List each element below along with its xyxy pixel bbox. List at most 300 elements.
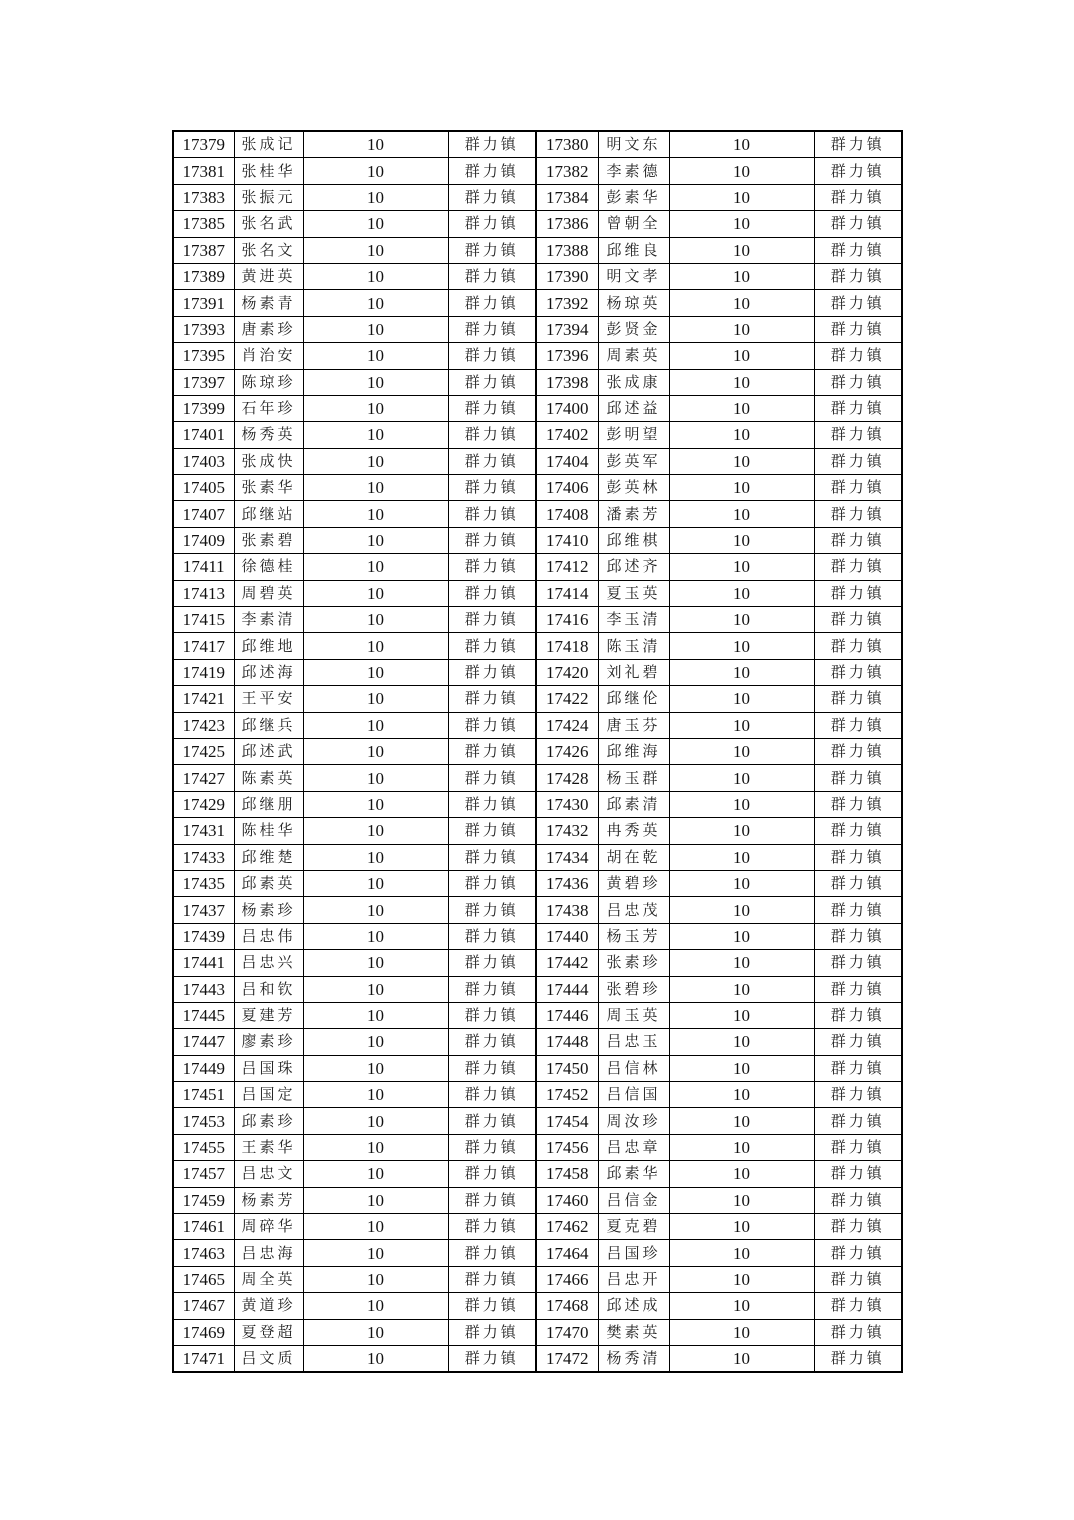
table-row	[173, 263, 902, 289]
right-amount-cell: 10	[669, 870, 814, 896]
table-row	[173, 1293, 902, 1319]
right-person-name-cell: 彭贤金	[598, 316, 669, 342]
right-amount-cell: 10	[669, 1002, 814, 1028]
right-amount-cell: 10	[669, 1055, 814, 1081]
right-town-cell: 群力镇	[814, 1161, 902, 1187]
right-record-id-cell: 17460	[536, 1187, 598, 1213]
left-town-cell: 群力镇	[448, 844, 536, 870]
left-person-name-cell: 夏建芳	[234, 1002, 303, 1028]
left-person-name-cell: 李素清	[234, 607, 303, 633]
left-person-name-cell: 邱素英	[234, 870, 303, 896]
left-person-name-cell: 邱维地	[234, 633, 303, 659]
right-amount-cell: 10	[669, 1214, 814, 1240]
right-town-cell: 群力镇	[814, 237, 902, 263]
right-person-name-cell: 曾朝全	[598, 211, 669, 237]
right-record-id-cell: 17412	[536, 554, 598, 580]
table-row	[173, 527, 902, 553]
left-amount-cell: 10	[303, 1108, 448, 1134]
left-amount-cell: 10	[303, 1134, 448, 1160]
left-town-cell: 群力镇	[448, 765, 536, 791]
right-person-name-cell: 邱维棋	[598, 527, 669, 553]
left-record-id-cell: 17415	[173, 607, 234, 633]
right-record-id-cell: 17392	[536, 290, 598, 316]
right-person-name-cell: 邱维良	[598, 237, 669, 263]
right-person-name-cell: 邱继伦	[598, 686, 669, 712]
left-record-id-cell: 17429	[173, 791, 234, 817]
left-person-name-cell: 吕国定	[234, 1082, 303, 1108]
table-row	[173, 290, 902, 316]
left-person-name-cell: 吕忠伟	[234, 923, 303, 949]
left-amount-cell: 10	[303, 870, 448, 896]
left-record-id-cell: 17453	[173, 1108, 234, 1134]
table-row	[173, 712, 902, 738]
table-row	[173, 422, 902, 448]
left-amount-cell: 10	[303, 554, 448, 580]
right-amount-cell: 10	[669, 290, 814, 316]
right-person-name-cell: 周素英	[598, 343, 669, 369]
right-person-name-cell: 樊素英	[598, 1319, 669, 1345]
left-amount-cell: 10	[303, 369, 448, 395]
right-town-cell: 群力镇	[814, 1266, 902, 1292]
right-amount-cell: 10	[669, 976, 814, 1002]
left-record-id-cell: 17399	[173, 395, 234, 421]
left-person-name-cell: 杨素珍	[234, 897, 303, 923]
right-record-id-cell: 17418	[536, 633, 598, 659]
left-town-cell: 群力镇	[448, 897, 536, 923]
left-person-name-cell: 肖治安	[234, 343, 303, 369]
right-town-cell: 群力镇	[814, 659, 902, 685]
right-person-name-cell: 明文孝	[598, 263, 669, 289]
right-record-id-cell: 17396	[536, 343, 598, 369]
left-town-cell: 群力镇	[448, 1293, 536, 1319]
right-amount-cell: 10	[669, 527, 814, 553]
right-town-cell: 群力镇	[814, 211, 902, 237]
left-person-name-cell: 吕忠文	[234, 1161, 303, 1187]
right-amount-cell: 10	[669, 554, 814, 580]
left-amount-cell: 10	[303, 765, 448, 791]
right-town-cell: 群力镇	[814, 607, 902, 633]
right-town-cell: 群力镇	[814, 1002, 902, 1028]
right-record-id-cell: 17406	[536, 475, 598, 501]
left-record-id-cell: 17439	[173, 923, 234, 949]
left-town-cell: 群力镇	[448, 1240, 536, 1266]
left-record-id-cell: 17425	[173, 738, 234, 764]
right-record-id-cell: 17390	[536, 263, 598, 289]
left-amount-cell: 10	[303, 1082, 448, 1108]
right-town-cell: 群力镇	[814, 818, 902, 844]
right-record-id-cell: 17382	[536, 158, 598, 184]
right-record-id-cell: 17456	[536, 1134, 598, 1160]
right-town-cell: 群力镇	[814, 1134, 902, 1160]
left-town-cell: 群力镇	[448, 316, 536, 342]
left-record-id-cell: 17441	[173, 950, 234, 976]
table-row	[173, 1108, 902, 1134]
left-town-cell: 群力镇	[448, 818, 536, 844]
left-town-cell: 群力镇	[448, 580, 536, 606]
left-town-cell: 群力镇	[448, 501, 536, 527]
right-amount-cell: 10	[669, 211, 814, 237]
left-record-id-cell: 17391	[173, 290, 234, 316]
right-town-cell: 群力镇	[814, 184, 902, 210]
right-amount-cell: 10	[669, 1134, 814, 1160]
table-row	[173, 131, 902, 158]
right-town-cell: 群力镇	[814, 1082, 902, 1108]
left-record-id-cell: 17411	[173, 554, 234, 580]
left-amount-cell: 10	[303, 448, 448, 474]
right-town-cell: 群力镇	[814, 712, 902, 738]
right-person-name-cell: 吕忠茂	[598, 897, 669, 923]
right-person-name-cell: 邱述成	[598, 1293, 669, 1319]
left-amount-cell: 10	[303, 659, 448, 685]
left-town-cell: 群力镇	[448, 923, 536, 949]
right-record-id-cell: 17454	[536, 1108, 598, 1134]
right-town-cell: 群力镇	[814, 1319, 902, 1345]
right-town-cell: 群力镇	[814, 923, 902, 949]
right-town-cell: 群力镇	[814, 976, 902, 1002]
table-row	[173, 633, 902, 659]
left-record-id-cell: 17469	[173, 1319, 234, 1345]
table-row	[173, 844, 902, 870]
right-amount-cell: 10	[669, 1240, 814, 1266]
left-amount-cell: 10	[303, 1002, 448, 1028]
right-record-id-cell: 17386	[536, 211, 598, 237]
left-person-name-cell: 陈琼珍	[234, 369, 303, 395]
left-amount-cell: 10	[303, 1319, 448, 1345]
right-record-id-cell: 17404	[536, 448, 598, 474]
right-amount-cell: 10	[669, 1108, 814, 1134]
right-person-name-cell: 张碧珍	[598, 976, 669, 1002]
right-amount-cell: 10	[669, 923, 814, 949]
right-record-id-cell: 17442	[536, 950, 598, 976]
left-person-name-cell: 邱继站	[234, 501, 303, 527]
right-town-cell: 群力镇	[814, 448, 902, 474]
right-person-name-cell: 冉秀英	[598, 818, 669, 844]
left-town-cell: 群力镇	[448, 263, 536, 289]
table-row	[173, 791, 902, 817]
left-record-id-cell: 17405	[173, 475, 234, 501]
right-record-id-cell: 17468	[536, 1293, 598, 1319]
right-person-name-cell: 李玉清	[598, 607, 669, 633]
left-person-name-cell: 周全英	[234, 1266, 303, 1292]
right-record-id-cell: 17430	[536, 791, 598, 817]
right-amount-cell: 10	[669, 316, 814, 342]
table-row	[173, 580, 902, 606]
right-person-name-cell: 邱述益	[598, 395, 669, 421]
right-town-cell: 群力镇	[814, 263, 902, 289]
left-amount-cell: 10	[303, 1345, 448, 1372]
right-amount-cell: 10	[669, 1029, 814, 1055]
left-person-name-cell: 吕和钦	[234, 976, 303, 1002]
left-record-id-cell: 17435	[173, 870, 234, 896]
left-person-name-cell: 周碎华	[234, 1214, 303, 1240]
right-amount-cell: 10	[669, 950, 814, 976]
left-amount-cell: 10	[303, 844, 448, 870]
left-record-id-cell: 17449	[173, 1055, 234, 1081]
right-record-id-cell: 17380	[536, 131, 598, 158]
left-town-cell: 群力镇	[448, 791, 536, 817]
left-person-name-cell: 邱素珍	[234, 1108, 303, 1134]
left-record-id-cell: 17451	[173, 1082, 234, 1108]
left-town-cell: 群力镇	[448, 211, 536, 237]
left-amount-cell: 10	[303, 1161, 448, 1187]
right-town-cell: 群力镇	[814, 290, 902, 316]
table-row	[173, 897, 902, 923]
right-town-cell: 群力镇	[814, 897, 902, 923]
left-person-name-cell: 黄进英	[234, 263, 303, 289]
table-row	[173, 1187, 902, 1213]
left-town-cell: 群力镇	[448, 1108, 536, 1134]
table-row	[173, 1002, 902, 1028]
table-row	[173, 316, 902, 342]
right-record-id-cell: 17436	[536, 870, 598, 896]
left-amount-cell: 10	[303, 791, 448, 817]
right-person-name-cell: 彭明望	[598, 422, 669, 448]
left-record-id-cell: 17471	[173, 1345, 234, 1372]
left-amount-cell: 10	[303, 897, 448, 923]
table-row	[173, 686, 902, 712]
right-amount-cell: 10	[669, 844, 814, 870]
left-town-cell: 群力镇	[448, 659, 536, 685]
left-town-cell: 群力镇	[448, 1134, 536, 1160]
left-record-id-cell: 17401	[173, 422, 234, 448]
left-town-cell: 群力镇	[448, 950, 536, 976]
left-amount-cell: 10	[303, 316, 448, 342]
right-record-id-cell: 17450	[536, 1055, 598, 1081]
left-amount-cell: 10	[303, 1214, 448, 1240]
right-record-id-cell: 17432	[536, 818, 598, 844]
right-town-cell: 群力镇	[814, 369, 902, 395]
right-amount-cell: 10	[669, 263, 814, 289]
left-amount-cell: 10	[303, 1029, 448, 1055]
left-amount-cell: 10	[303, 237, 448, 263]
right-amount-cell: 10	[669, 369, 814, 395]
left-town-cell: 群力镇	[448, 184, 536, 210]
roster-table	[172, 130, 903, 1373]
table-row	[173, 765, 902, 791]
right-record-id-cell: 17388	[536, 237, 598, 263]
left-record-id-cell: 17385	[173, 211, 234, 237]
left-amount-cell: 10	[303, 422, 448, 448]
table-row	[173, 1240, 902, 1266]
right-record-id-cell: 17426	[536, 738, 598, 764]
table-row	[173, 343, 902, 369]
table-row	[173, 738, 902, 764]
table-row	[173, 950, 902, 976]
left-record-id-cell: 17431	[173, 818, 234, 844]
left-town-cell: 群力镇	[448, 1161, 536, 1187]
left-record-id-cell: 17443	[173, 976, 234, 1002]
left-amount-cell: 10	[303, 131, 448, 158]
left-record-id-cell: 17403	[173, 448, 234, 474]
left-record-id-cell: 17447	[173, 1029, 234, 1055]
left-person-name-cell: 石年珍	[234, 395, 303, 421]
left-town-cell: 群力镇	[448, 554, 536, 580]
left-person-name-cell: 徐德桂	[234, 554, 303, 580]
left-town-cell: 群力镇	[448, 131, 536, 158]
left-person-name-cell: 陈桂华	[234, 818, 303, 844]
right-town-cell: 群力镇	[814, 475, 902, 501]
table-row	[173, 554, 902, 580]
right-record-id-cell: 17410	[536, 527, 598, 553]
right-person-name-cell: 吕忠玉	[598, 1029, 669, 1055]
left-person-name-cell: 邱述海	[234, 659, 303, 685]
table-row	[173, 1029, 902, 1055]
table-row	[173, 395, 902, 421]
table-row	[173, 369, 902, 395]
right-amount-cell: 10	[669, 501, 814, 527]
right-record-id-cell: 17408	[536, 501, 598, 527]
right-town-cell: 群力镇	[814, 1293, 902, 1319]
right-record-id-cell: 17440	[536, 923, 598, 949]
left-record-id-cell: 17455	[173, 1134, 234, 1160]
right-town-cell: 群力镇	[814, 738, 902, 764]
left-town-cell: 群力镇	[448, 1214, 536, 1240]
right-record-id-cell: 17414	[536, 580, 598, 606]
left-amount-cell: 10	[303, 1055, 448, 1081]
right-record-id-cell: 17384	[536, 184, 598, 210]
right-amount-cell: 10	[669, 237, 814, 263]
left-record-id-cell: 17417	[173, 633, 234, 659]
right-record-id-cell: 17444	[536, 976, 598, 1002]
left-amount-cell: 10	[303, 738, 448, 764]
right-town-cell: 群力镇	[814, 765, 902, 791]
right-amount-cell: 10	[669, 158, 814, 184]
left-town-cell: 群力镇	[448, 976, 536, 1002]
table-row	[173, 923, 902, 949]
right-person-name-cell: 胡在乾	[598, 844, 669, 870]
right-person-name-cell: 明文东	[598, 131, 669, 158]
right-record-id-cell: 17458	[536, 1161, 598, 1187]
left-record-id-cell: 17457	[173, 1161, 234, 1187]
right-amount-cell: 10	[669, 1293, 814, 1319]
right-amount-cell: 10	[669, 422, 814, 448]
left-amount-cell: 10	[303, 686, 448, 712]
left-record-id-cell: 17381	[173, 158, 234, 184]
left-record-id-cell: 17433	[173, 844, 234, 870]
left-amount-cell: 10	[303, 395, 448, 421]
left-person-name-cell: 张成快	[234, 448, 303, 474]
right-amount-cell: 10	[669, 1082, 814, 1108]
left-amount-cell: 10	[303, 263, 448, 289]
right-person-name-cell: 夏克碧	[598, 1214, 669, 1240]
left-amount-cell: 10	[303, 923, 448, 949]
left-amount-cell: 10	[303, 712, 448, 738]
left-town-cell: 群力镇	[448, 369, 536, 395]
right-person-name-cell: 吕忠章	[598, 1134, 669, 1160]
left-person-name-cell: 张振元	[234, 184, 303, 210]
left-amount-cell: 10	[303, 184, 448, 210]
left-person-name-cell: 杨素芳	[234, 1187, 303, 1213]
left-town-cell: 群力镇	[448, 395, 536, 421]
right-person-name-cell: 邱述齐	[598, 554, 669, 580]
right-record-id-cell: 17398	[536, 369, 598, 395]
left-record-id-cell: 17461	[173, 1214, 234, 1240]
right-person-name-cell: 邱素华	[598, 1161, 669, 1187]
right-person-name-cell: 周汝珍	[598, 1108, 669, 1134]
right-town-cell: 群力镇	[814, 844, 902, 870]
right-amount-cell: 10	[669, 1161, 814, 1187]
right-town-cell: 群力镇	[814, 501, 902, 527]
left-record-id-cell: 17387	[173, 237, 234, 263]
left-person-name-cell: 黄道珍	[234, 1293, 303, 1319]
right-person-name-cell: 吕国珍	[598, 1240, 669, 1266]
table-row	[173, 818, 902, 844]
right-record-id-cell: 17434	[536, 844, 598, 870]
right-amount-cell: 10	[669, 395, 814, 421]
left-record-id-cell: 17383	[173, 184, 234, 210]
right-person-name-cell: 邱维海	[598, 738, 669, 764]
right-person-name-cell: 邱素清	[598, 791, 669, 817]
right-town-cell: 群力镇	[814, 870, 902, 896]
left-person-name-cell: 张素华	[234, 475, 303, 501]
left-person-name-cell: 杨秀英	[234, 422, 303, 448]
right-amount-cell: 10	[669, 897, 814, 923]
left-record-id-cell: 17427	[173, 765, 234, 791]
right-amount-cell: 10	[669, 184, 814, 210]
right-person-name-cell: 刘礼碧	[598, 659, 669, 685]
right-town-cell: 群力镇	[814, 1345, 902, 1372]
left-amount-cell: 10	[303, 950, 448, 976]
left-town-cell: 群力镇	[448, 1266, 536, 1292]
right-town-cell: 群力镇	[814, 686, 902, 712]
right-record-id-cell: 17422	[536, 686, 598, 712]
left-town-cell: 群力镇	[448, 527, 536, 553]
right-town-cell: 群力镇	[814, 1029, 902, 1055]
left-record-id-cell: 17393	[173, 316, 234, 342]
table-row	[173, 870, 902, 896]
left-person-name-cell: 张名武	[234, 211, 303, 237]
table-row	[173, 501, 902, 527]
left-person-name-cell: 邱维楚	[234, 844, 303, 870]
left-amount-cell: 10	[303, 1240, 448, 1266]
left-amount-cell: 10	[303, 1187, 448, 1213]
left-person-name-cell: 吕国珠	[234, 1055, 303, 1081]
right-person-name-cell: 周玉英	[598, 1002, 669, 1028]
left-record-id-cell: 17379	[173, 131, 234, 158]
right-person-name-cell: 潘素芳	[598, 501, 669, 527]
right-record-id-cell: 17464	[536, 1240, 598, 1266]
left-record-id-cell: 17397	[173, 369, 234, 395]
right-person-name-cell: 张成康	[598, 369, 669, 395]
left-record-id-cell: 17463	[173, 1240, 234, 1266]
right-record-id-cell: 17428	[536, 765, 598, 791]
left-person-name-cell: 唐素珍	[234, 316, 303, 342]
right-amount-cell: 10	[669, 131, 814, 158]
right-town-cell: 群力镇	[814, 1240, 902, 1266]
right-amount-cell: 10	[669, 1266, 814, 1292]
left-town-cell: 群力镇	[448, 475, 536, 501]
left-record-id-cell: 17437	[173, 897, 234, 923]
right-town-cell: 群力镇	[814, 1055, 902, 1081]
right-person-name-cell: 彭英军	[598, 448, 669, 474]
right-town-cell: 群力镇	[814, 791, 902, 817]
left-person-name-cell: 邱述武	[234, 738, 303, 764]
right-record-id-cell: 17400	[536, 395, 598, 421]
right-person-name-cell: 夏玉英	[598, 580, 669, 606]
left-record-id-cell: 17445	[173, 1002, 234, 1028]
right-amount-cell: 10	[669, 580, 814, 606]
right-town-cell: 群力镇	[814, 950, 902, 976]
left-town-cell: 群力镇	[448, 1319, 536, 1345]
table-row	[173, 1319, 902, 1345]
left-town-cell: 群力镇	[448, 1055, 536, 1081]
left-record-id-cell: 17409	[173, 527, 234, 553]
left-person-name-cell: 吕忠海	[234, 1240, 303, 1266]
left-town-cell: 群力镇	[448, 1187, 536, 1213]
left-town-cell: 群力镇	[448, 343, 536, 369]
table-row	[173, 1214, 902, 1240]
right-town-cell: 群力镇	[814, 633, 902, 659]
